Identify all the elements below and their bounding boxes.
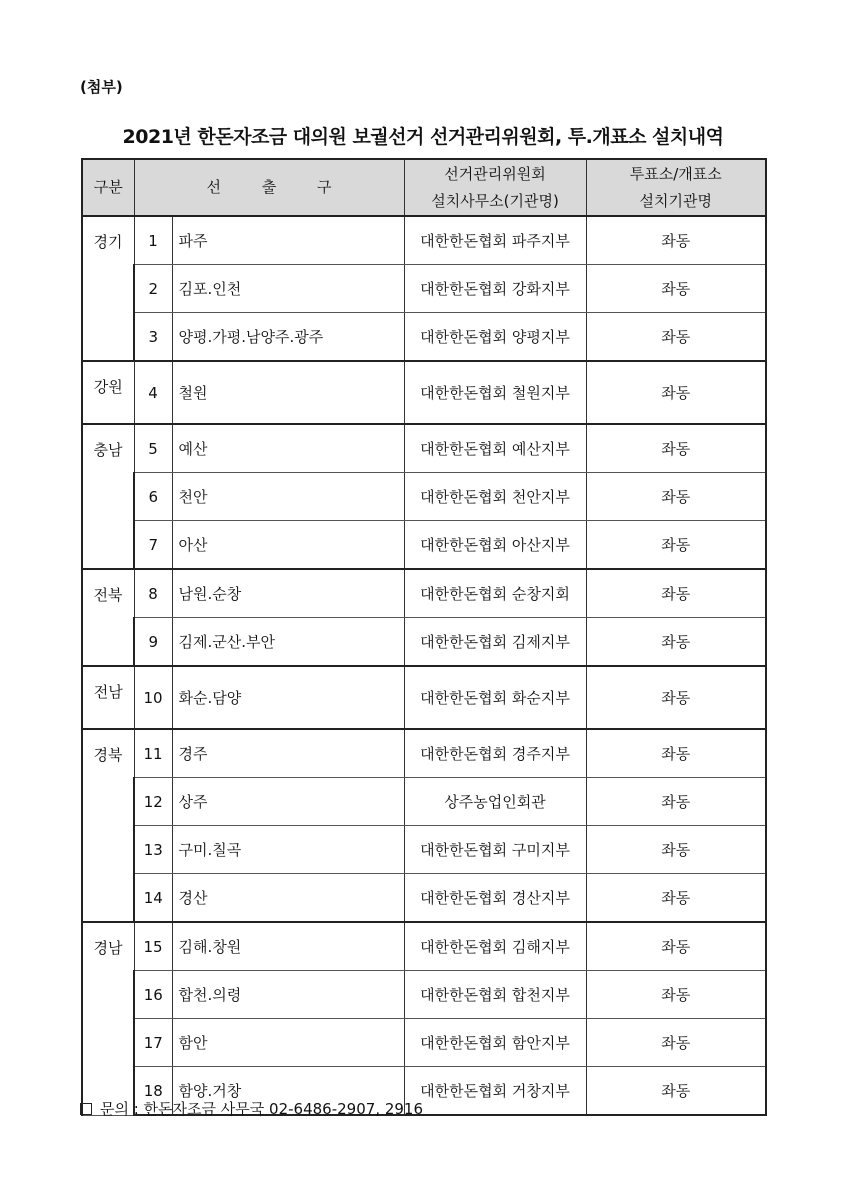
- row-number: 9: [134, 618, 172, 667]
- station-name: 좌동: [586, 569, 766, 618]
- office-name: 대한한돈협회 예산지부: [404, 424, 586, 473]
- region-cell: 전북: [82, 569, 134, 666]
- station-name: 좌동: [586, 874, 766, 923]
- office-name: 대한한돈협회 강화지부: [404, 265, 586, 313]
- district-name: 김해.창원: [172, 922, 404, 971]
- district-name: 함안: [172, 1019, 404, 1067]
- station-name: 좌동: [586, 1019, 766, 1067]
- table-header-row: [82, 159, 766, 216]
- region-cell: 경기: [82, 216, 134, 361]
- district-name: 김제.군산.부안: [172, 618, 404, 667]
- row-number: 5: [134, 424, 172, 473]
- row-number: 7: [134, 521, 172, 570]
- station-name: 좌동: [586, 361, 766, 424]
- table-row: [82, 778, 766, 826]
- row-number: 12: [134, 778, 172, 826]
- checkbox-icon: [80, 1103, 92, 1115]
- row-number: 4: [134, 361, 172, 424]
- row-number: 2: [134, 265, 172, 313]
- district-name: 구미.칠곡: [172, 826, 404, 874]
- office-name: 대한한돈협회 경산지부: [404, 874, 586, 923]
- office-name: 대한한돈협회 순창지회: [404, 569, 586, 618]
- contact-line: [80, 1098, 423, 1119]
- office-name: 대한한돈협회 철원지부: [404, 361, 586, 424]
- district-name: 상주: [172, 778, 404, 826]
- district-name: 합천.의령: [172, 971, 404, 1019]
- row-number: 6: [134, 473, 172, 521]
- district-name: 경주: [172, 729, 404, 778]
- table-row: [82, 265, 766, 313]
- table-row: [82, 473, 766, 521]
- office-name: 대한한돈협회 화순지부: [404, 666, 586, 729]
- row-number: 3: [134, 313, 172, 362]
- district-name: 양평.가평.남양주.광주: [172, 313, 404, 362]
- table-row: [82, 874, 766, 923]
- row-number: 16: [134, 971, 172, 1019]
- row-number: 11: [134, 729, 172, 778]
- district-name: 김포.인천: [172, 265, 404, 313]
- row-number: 14: [134, 874, 172, 923]
- office-name: 대한한돈협회 김해지부: [404, 922, 586, 971]
- station-name: 좌동: [586, 666, 766, 729]
- attachment-label: (첨부): [80, 78, 123, 96]
- office-name: 대한한돈협회 구미지부: [404, 826, 586, 874]
- table-row: [82, 1019, 766, 1067]
- station-name: 좌동: [586, 1067, 766, 1116]
- district-name: 화순.담양: [172, 666, 404, 729]
- header-office: 선거관리위원회 설치사무소(기관명): [404, 159, 586, 216]
- district-name: 함양.거창: [172, 1067, 404, 1116]
- region-cell: 강원: [82, 361, 134, 424]
- station-name: 좌동: [586, 922, 766, 971]
- district-name: 남원.순창: [172, 569, 404, 618]
- table-row: [82, 971, 766, 1019]
- office-name: 대한한돈협회 거창지부: [404, 1067, 586, 1116]
- row-number: 17: [134, 1019, 172, 1067]
- table-row: [82, 424, 766, 473]
- district-name: 예산: [172, 424, 404, 473]
- office-name: 대한한돈협회 아산지부: [404, 521, 586, 570]
- district-name: 아산: [172, 521, 404, 570]
- region-cell: 전남: [82, 666, 134, 729]
- table-row: [82, 826, 766, 874]
- station-name: 좌동: [586, 313, 766, 362]
- table-row: [82, 521, 766, 570]
- office-name: 대한한돈협회 파주지부: [404, 216, 586, 265]
- table-row: [82, 729, 766, 778]
- election-office-table: [81, 158, 767, 1116]
- row-number: 15: [134, 922, 172, 971]
- station-name: 좌동: [586, 265, 766, 313]
- row-number: 1: [134, 216, 172, 265]
- row-number: 13: [134, 826, 172, 874]
- district-name: 파주: [172, 216, 404, 265]
- station-name: 좌동: [586, 778, 766, 826]
- office-name: 대한한돈협회 함안지부: [404, 1019, 586, 1067]
- table-row: [82, 666, 766, 729]
- contact-text: 문의 : 한돈자조금 사무국 02-6486-2907, 2916: [100, 1100, 423, 1118]
- document-title: 2021년 한돈자조금 대의원 보궐선거 선거관리위원회, 투.개표소 설치내역: [122, 126, 724, 148]
- table-row: [82, 569, 766, 618]
- header-district: 선 출 구: [134, 159, 404, 216]
- row-number: 18: [134, 1067, 172, 1116]
- office-name: 대한한돈협회 천안지부: [404, 473, 586, 521]
- station-name: 좌동: [586, 216, 766, 265]
- district-name: 천안: [172, 473, 404, 521]
- station-name: 좌동: [586, 826, 766, 874]
- header-category: 구분: [82, 159, 134, 216]
- office-name: 대한한돈협회 양평지부: [404, 313, 586, 362]
- district-name: 철원: [172, 361, 404, 424]
- table-row: [82, 922, 766, 971]
- station-name: 좌동: [586, 473, 766, 521]
- header-station: 투표소/개표소 설치기관명: [586, 159, 766, 216]
- table-row: [82, 313, 766, 362]
- office-name: 대한한돈협회 합천지부: [404, 971, 586, 1019]
- row-number: 10: [134, 666, 172, 729]
- district-name: 경산: [172, 874, 404, 923]
- office-name: 대한한돈협회 김제지부: [404, 618, 586, 667]
- office-name: 대한한돈협회 경주지부: [404, 729, 586, 778]
- table-row: [82, 216, 766, 265]
- station-name: 좌동: [586, 729, 766, 778]
- region-cell: 경북: [82, 729, 134, 922]
- table-row: [82, 361, 766, 424]
- station-name: 좌동: [586, 424, 766, 473]
- row-number: 8: [134, 569, 172, 618]
- region-cell: 충남: [82, 424, 134, 569]
- region-cell: 경남: [82, 922, 134, 1115]
- office-name: 상주농업인회관: [404, 778, 586, 826]
- station-name: 좌동: [586, 521, 766, 570]
- station-name: 좌동: [586, 971, 766, 1019]
- table-body: [82, 216, 766, 1115]
- station-name: 좌동: [586, 618, 766, 667]
- table-row: [82, 618, 766, 667]
